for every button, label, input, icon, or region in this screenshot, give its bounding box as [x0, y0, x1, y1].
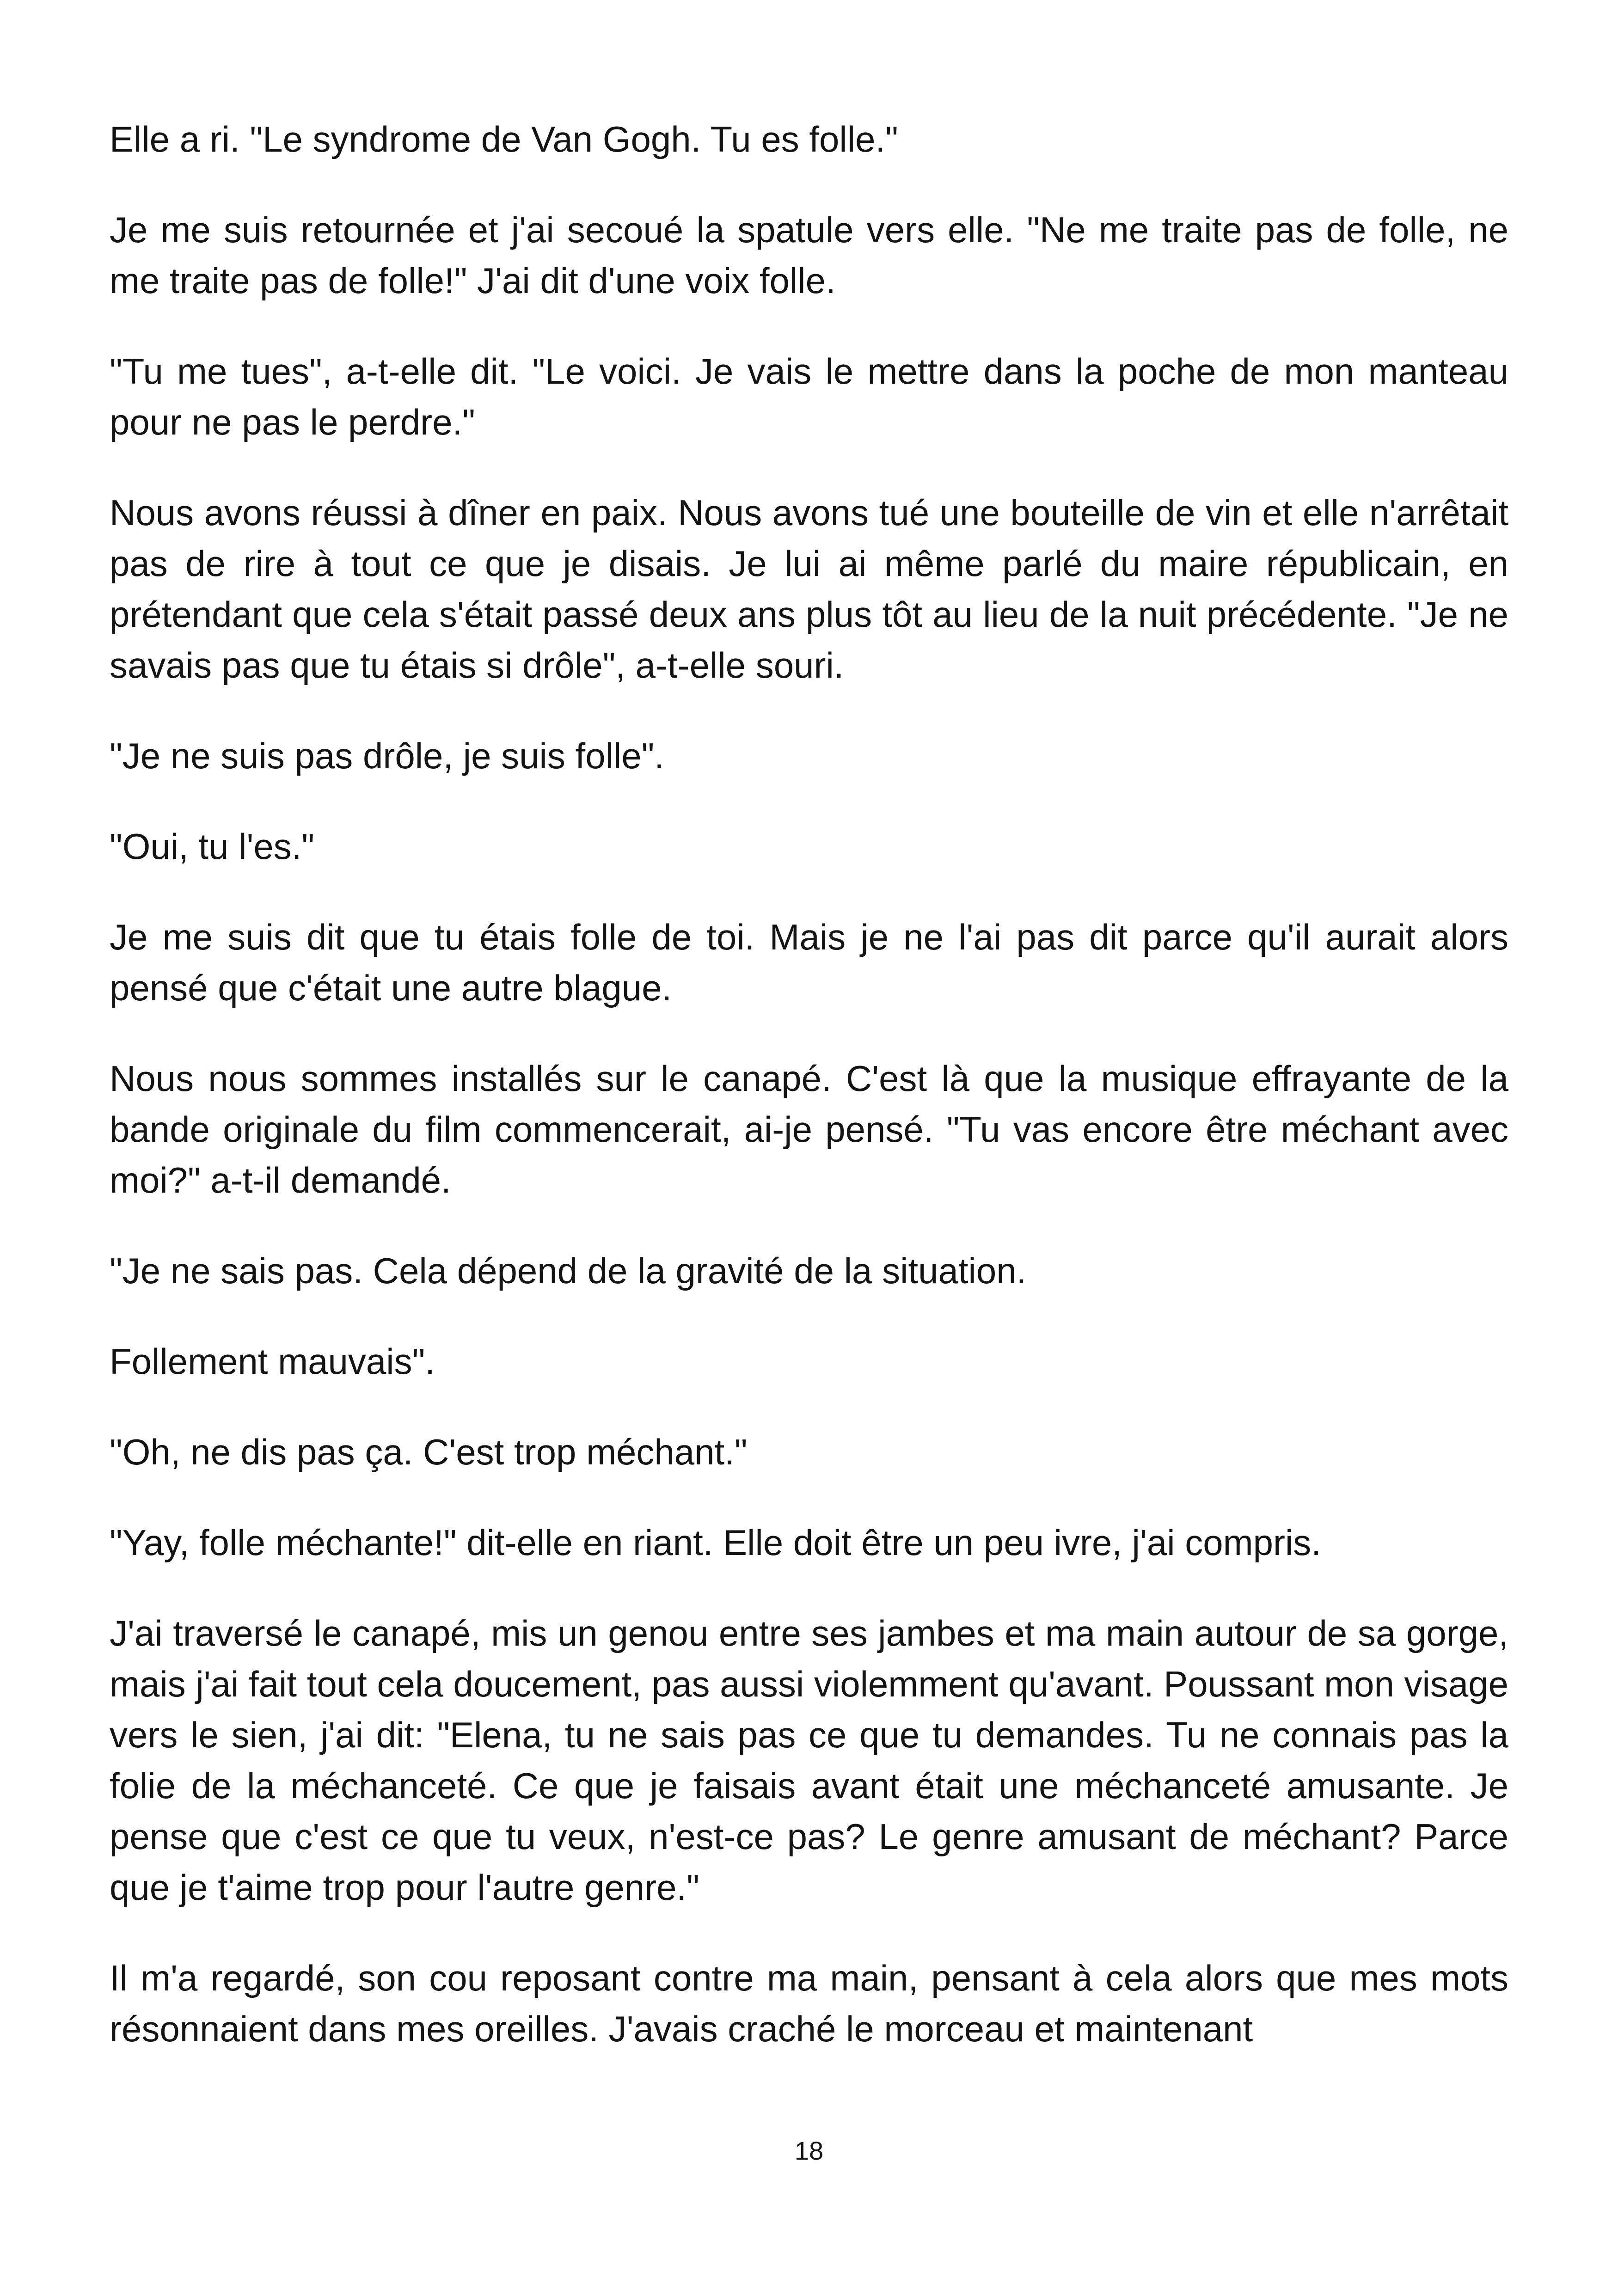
paragraph-10: Follement mauvais".	[110, 1341, 435, 1382]
paragraph-13: J'ai traversé le canapé, mis un genou entre ses jambes et ma main autour de sa gorge, mais j'ai fait tout cela doucement, pas aussi violemment qu'avant. Poussant mon visage vers le sien, j'ai dit: "Elena, tu ne sais pas ce que tu demandes. Tu ne connais pas la folie de la méchanceté. Ce que je faisais avant était une méchanceté amusante. Je pense que c'est ce que tu veux, n'est-ce pas? Le genre amusant de méchant? Parce que je t'aime trop pour l'autre genre."	[110, 1613, 1508, 1908]
paragraph-7: Je me suis dit que tu étais folle de toi. Mais je ne l'ai pas dit parce qu'il aurait alors pensé que c'était une autre blague.	[110, 917, 1508, 1008]
paragraph-1: Elle a ri. "Le syndrome de Van Gogh. Tu es folle."	[110, 119, 898, 159]
page-number: 18	[794, 2136, 824, 2165]
paragraph-3: "Tu me tues", a-t-elle dit. "Le voici. Je vais le mettre dans la poche de mon manteau pour ne pas le perdre."	[110, 351, 1508, 442]
body-text	[110, 114, 1508, 2054]
paragraph-8: Nous nous sommes installés sur le canapé. C'est là que la musique effrayante de la bande originale du film commencerait, ai-je pensé. "Tu vas encore être méchant avec moi?" a-t-il demandé.	[110, 1058, 1508, 1200]
paragraph-9: "Je ne sais pas. Cela dépend de la gravité de la situation.	[110, 1250, 1027, 1291]
paragraph-4: Nous avons réussi à dîner en paix. Nous avons tué une bouteille de vin et elle n'arrêtait pas de rire à tout ce que je disais. Je lui ai même parlé du maire républicain, en prétendant que cela s'était passé deux ans plus tôt au lieu de la nuit précédente. "Je ne savais pas que tu étais si drôle", a-t-elle souri.	[110, 492, 1508, 686]
paragraph-2: Je me suis retournée et j'ai secoué la spatule vers elle. "Ne me traite pas de folle, ne me traite pas de folle!" J'ai dit d'une voix folle.	[110, 209, 1508, 301]
paragraph-14: Il m'a regardé, son cou reposant contre ma main, pensant à cela alors que mes mots résonnaient dans mes oreilles. J'avais craché le morceau et maintenant	[110, 1958, 1508, 2049]
paragraph-6: "Oui, tu l'es."	[110, 826, 315, 867]
paragraph-5: "Je ne suis pas drôle, je suis folle".	[110, 735, 664, 776]
paragraph-12: "Yay, folle méchante!" dit-elle en riant. Elle doit être un peu ivre, j'ai compris.	[110, 1522, 1321, 1563]
paragraph-11: "Oh, ne dis pas ça. C'est trop méchant."	[110, 1432, 748, 1472]
